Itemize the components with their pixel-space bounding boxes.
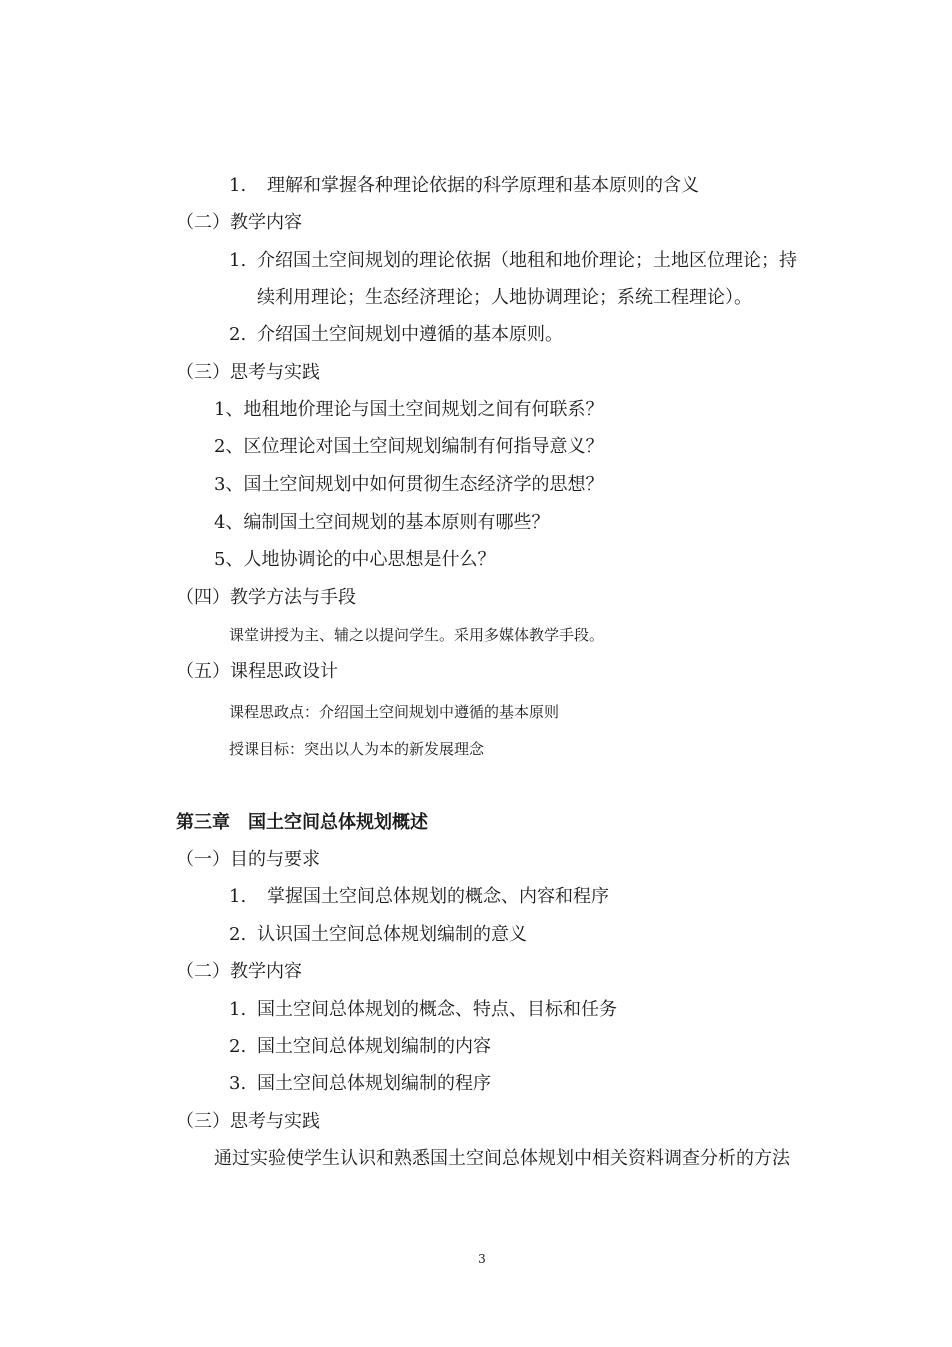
ch3-objective-item-1	[229, 885, 609, 909]
ch2-ideology-heading: （五）课程思政设计	[176, 661, 338, 682]
ch2-method-text: 课堂讲授为主、辅之以提问学生。采用多媒体教学手段。	[229, 626, 605, 644]
ch3-title: 第三章 国土空间总体规划概述	[176, 812, 428, 833]
ch2-ideology-goal: 授课目标：突出以人为本的新发展理念	[229, 740, 485, 758]
list-number: 1.	[229, 999, 247, 1020]
list-text: 国土空间总体规划的概念、特点、目标和任务	[257, 999, 617, 1020]
list-number: 2.	[229, 1036, 247, 1057]
ch3-content-item-3	[229, 1072, 491, 1096]
list-text: 理解和掌握各种理论依据的科学原理和基本原则的含义	[267, 175, 699, 196]
list-number: 1.	[229, 250, 247, 271]
list-number: 3.	[229, 1073, 247, 1094]
ch2-practice-item-2: 2、区位理论对国土空间规划编制有何指导意义？	[214, 436, 604, 457]
ch2-content-item-2	[229, 323, 563, 347]
list-text: 国土空间总体规划编制的程序	[257, 1073, 491, 1094]
ch2-practice-heading: （三）思考与实践	[176, 362, 320, 383]
ch2-content-item-1	[229, 249, 797, 273]
ch2-practice-item-3: 3、国土空间规划中如何贯彻生态经济学的思想？	[214, 474, 604, 495]
ch2-content-heading: （二）教学内容	[176, 212, 302, 233]
list-number: 2.	[229, 924, 247, 945]
ch3-content-item-2	[229, 1035, 491, 1059]
list-text: 介绍国土空间规划的理论依据（地租和地价理论；土地区位理论；持	[257, 250, 797, 271]
ch3-practice-heading: （三）思考与实践	[176, 1111, 320, 1132]
list-number: 2.	[229, 324, 247, 345]
list-text: 掌握国土空间总体规划的概念、内容和程序	[267, 886, 609, 907]
ch2-practice-item-5: 5、人地协调论的中心思想是什么？	[214, 549, 496, 570]
ch2-objective-item-1	[229, 174, 699, 198]
ch2-content-item-1-continued: 续利用理论；生态经济理论；人地协调理论；系统工程理论）。	[257, 287, 752, 308]
ch3-content-item-1	[229, 998, 617, 1022]
ch2-practice-item-4: 4、编制国土空间规划的基本原则有哪些？	[214, 512, 550, 533]
ch3-objective-item-2	[229, 923, 527, 947]
ch3-objective-heading: （一）目的与要求	[176, 849, 320, 870]
list-text: 认识国土空间总体规划编制的意义	[257, 924, 527, 945]
ch3-content-heading: （二）教学内容	[176, 961, 302, 982]
list-number: 1.	[229, 886, 247, 907]
ch3-practice-text: 通过实验使学生认识和熟悉国土空间总体规划中相关资料调查分析的方法	[214, 1148, 790, 1169]
ch2-practice-item-1: 1、地租地价理论与国土空间规划之间有何联系？	[214, 399, 604, 420]
ch2-method-heading: （四）教学方法与手段	[176, 587, 356, 608]
list-text: 介绍国土空间规划中遵循的基本原则。	[257, 324, 563, 345]
list-number: 1.	[229, 175, 247, 196]
page-number: 3	[478, 1252, 486, 1266]
list-text: 国土空间总体规划编制的内容	[257, 1036, 491, 1057]
ch2-ideology-point: 课程思政点：介绍国土空间规划中遵循的基本原则	[229, 703, 560, 721]
